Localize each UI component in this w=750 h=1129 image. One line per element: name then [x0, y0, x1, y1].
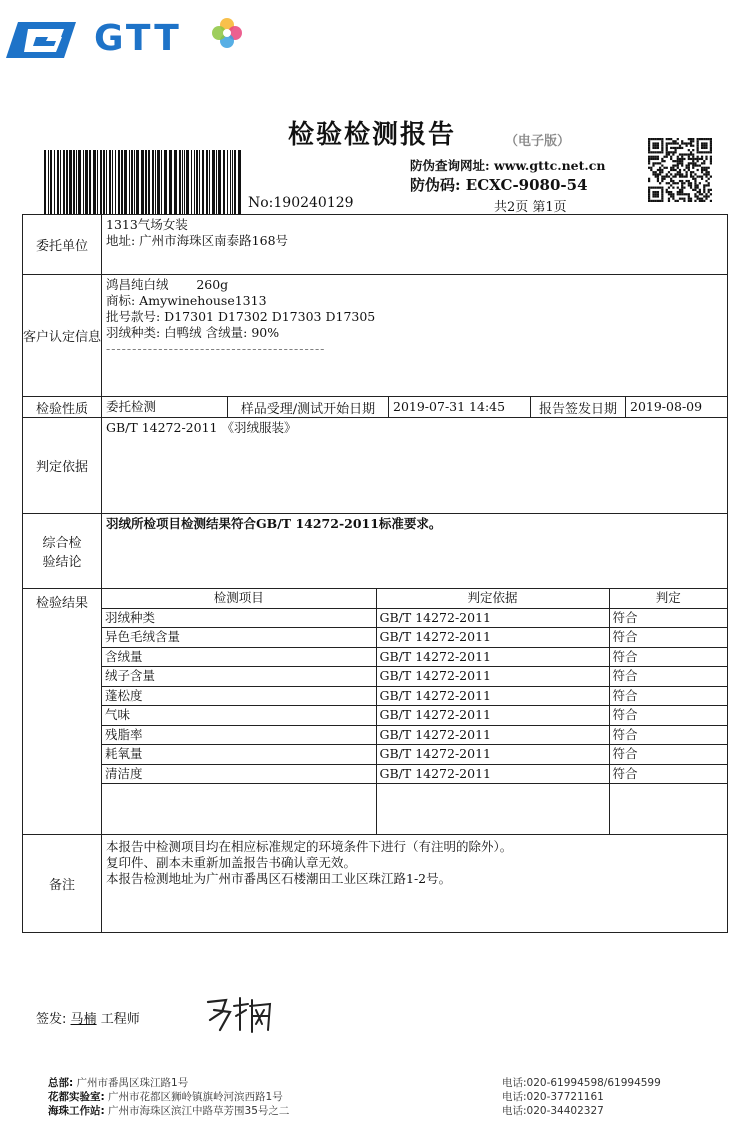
signoff: [36, 1008, 140, 1027]
result-basis: GB/T 14272-2011: [376, 745, 609, 765]
conclusion-value: 羽绒所检项目检测结果符合GB/T 14272-2011标准要求。: [106, 516, 442, 531]
results-label: 检验结果: [23, 589, 102, 835]
remarks-row: [23, 834, 728, 932]
remark-line: 复印件、副本未重新加盖报告书确认章无效。: [106, 854, 357, 870]
header-basis: 判定依据: [376, 589, 609, 608]
footer-haizhu: [48, 1103, 289, 1118]
footer-label: 总部:: [48, 1077, 74, 1089]
table-row: [102, 686, 727, 706]
conclusion-label: 综合检验结论: [23, 514, 102, 589]
customer-info-row: [23, 275, 728, 397]
footer-address: 广州市番禺区珠江路1号: [76, 1077, 189, 1089]
table-row: [102, 764, 727, 784]
sample-date-label: 样品受理/测试开始日期: [228, 397, 389, 418]
gtt-logo-mark: [6, 20, 76, 60]
logo-text: GTT: [94, 18, 182, 59]
result-basis: GB/T 14272-2011: [376, 667, 609, 687]
anti-counterfeit-code: 防伪码: ECXC-9080-54: [410, 176, 588, 194]
footer-address: 广州市海珠区滨江中路草芳围35号之二: [108, 1105, 290, 1117]
result-item: 残脂率: [102, 725, 376, 745]
result-verdict: 符合: [609, 706, 727, 726]
result-verdict: 符合: [609, 745, 727, 765]
result-verdict: 符合: [609, 647, 727, 667]
result-item: 蓬松度: [102, 686, 376, 706]
product-name: 鸿昌纯白绒 260g: [106, 277, 229, 292]
result-verdict: 符合: [609, 628, 727, 648]
footer-hq: [48, 1075, 188, 1090]
table-row: [102, 706, 727, 726]
conclusion-row: [23, 514, 728, 589]
client-name: 1313气场女装: [106, 217, 188, 232]
nature-value: 委托检测: [106, 399, 157, 414]
down-type: 羽绒种类: 白鸭绒 含绒量: 90%: [106, 325, 280, 340]
result-item: 气味: [102, 706, 376, 726]
edition-label: （电子版）: [505, 134, 571, 149]
signer-name: 马楠: [70, 1012, 97, 1027]
customer-info-label: 客户认定信息: [23, 275, 102, 397]
client-label: 委托单位: [23, 215, 102, 275]
result-basis: GB/T 14272-2011: [376, 725, 609, 745]
table-row: [102, 608, 727, 628]
page-indicator: 共2页 第1页: [494, 200, 567, 215]
results-header-row: [102, 589, 727, 608]
result-item: 含绒量: [102, 647, 376, 667]
client-row: [23, 215, 728, 275]
footer-huadu: [48, 1089, 283, 1104]
dashed-line: ------------------------------------------: [106, 341, 326, 356]
header-verdict: 判定: [609, 589, 727, 608]
remark-line: 本报告检测地址为广州市番禺区石楼潮田工业区珠江路1-2号。: [106, 870, 452, 886]
result-basis: GB/T 14272-2011: [376, 608, 609, 628]
table-row-empty: [102, 784, 727, 834]
result-item: 绒子含量: [102, 667, 376, 687]
signoff-prefix: 签发:: [36, 1012, 67, 1027]
qr-code-image: [648, 138, 712, 202]
table-row: [102, 667, 727, 687]
anti-counterfeit-url: 防伪查询网址: www.gttc.net.cn: [410, 158, 606, 173]
footer-phone: 电话:020-34402327: [502, 1105, 604, 1117]
header-item: 检测项目: [102, 589, 376, 608]
footer-phone: 电话:020-61994598/61994599: [502, 1077, 661, 1089]
basis-label: 判定依据: [23, 418, 102, 514]
nature-label: 检验性质: [23, 397, 102, 418]
table-row: [102, 647, 727, 667]
remarks-label: 备注: [23, 834, 102, 932]
result-verdict: 符合: [609, 667, 727, 687]
results-table: [102, 589, 727, 834]
result-item: 异色毛绒含量: [102, 628, 376, 648]
footer-address: 广州市花都区狮岭镇旗岭河滨西路1号: [108, 1091, 283, 1103]
footer-phone: 电话:020-37721161: [502, 1091, 604, 1103]
remark-line: 本报告中检测项目均在相应标准规定的环境条件下进行（有注明的除外）。: [106, 838, 513, 854]
table-row: [102, 628, 727, 648]
report-table: [22, 214, 728, 933]
result-basis: GB/T 14272-2011: [376, 628, 609, 648]
result-verdict: 符合: [609, 686, 727, 706]
signer-title: 工程师: [100, 1012, 140, 1027]
result-item: 耗氧量: [102, 745, 376, 765]
report-number: No:190240129: [248, 195, 354, 211]
sample-date-value: 2019-07-31 14:45: [393, 399, 506, 414]
footer-label: 海珠工作站:: [48, 1105, 105, 1117]
result-item: 羽绒种类: [102, 608, 376, 628]
result-verdict: 符合: [609, 608, 727, 628]
result-verdict: 符合: [609, 764, 727, 784]
result-verdict: 符合: [609, 725, 727, 745]
result-basis: GB/T 14272-2011: [376, 647, 609, 667]
footer-label: 花都实验室:: [48, 1091, 105, 1103]
result-item: 清洁度: [102, 764, 376, 784]
table-row: [102, 745, 727, 765]
result-basis: GB/T 14272-2011: [376, 686, 609, 706]
barcode-image: [44, 150, 244, 214]
issue-date-value: 2019-08-09: [630, 399, 703, 414]
basis-value: GB/T 14272-2011 《羽绒服装》: [106, 420, 297, 435]
batch-numbers: 批号款号: D17301 D17302 D17303 D17305: [106, 309, 376, 324]
client-address: 地址: 广州市海珠区南泰路168号: [106, 233, 289, 248]
flower-logo-icon: [210, 16, 244, 50]
report-title: 检验检测报告: [288, 120, 457, 150]
handwritten-signature: [200, 990, 280, 1035]
trademark: 商标: Amywinehouse1313: [106, 293, 267, 308]
basis-row: [23, 418, 728, 514]
issue-date-label: 报告签发日期: [531, 397, 626, 418]
results-row: [23, 589, 728, 835]
table-row: [102, 725, 727, 745]
result-basis: GB/T 14272-2011: [376, 764, 609, 784]
inspection-row: [23, 397, 728, 418]
result-basis: GB/T 14272-2011: [376, 706, 609, 726]
